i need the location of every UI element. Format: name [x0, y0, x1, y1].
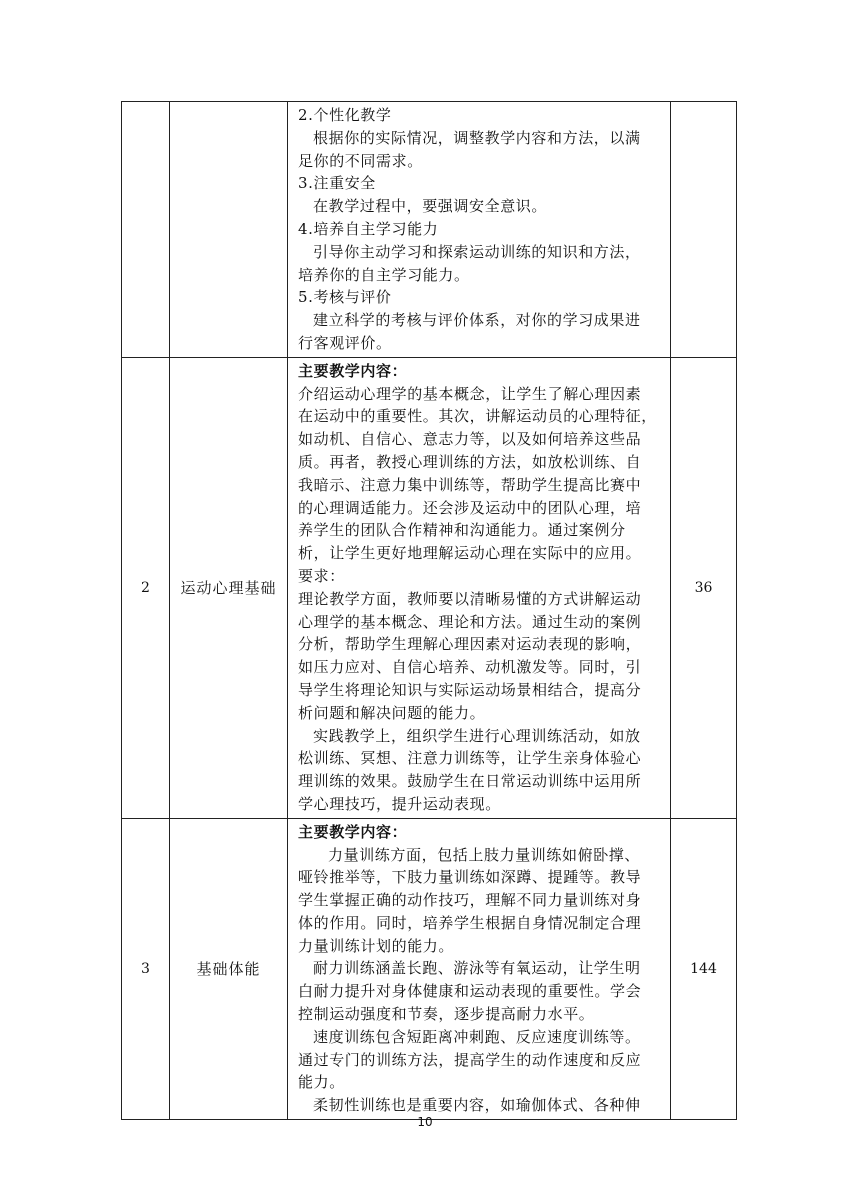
course-table	[121, 101, 737, 1120]
content-line: 力量训练计划的能力。	[298, 936, 455, 955]
course-name-cell: 基础体能	[170, 818, 288, 1119]
row-number-cell: 3	[122, 818, 170, 1119]
course-name-cell: 运动心理基础	[170, 357, 288, 818]
content-line: 控制运动强度和节奏，逐步提高耐力水平。	[298, 1005, 595, 1024]
content-line: 质。再者，教授心理训练的方法，如放松训练、自	[298, 452, 642, 471]
content-line: 耐力训练涵盖长跑、游泳等有氧运动，让学生明	[313, 959, 641, 978]
content-line: 哑铃推举等，下肢力量训练如深蹲、提踵等。教导	[298, 868, 642, 887]
content-line: 我暗示、注意力集中训练等，帮助学生提高比赛中	[298, 475, 642, 494]
content-line: 体的作用。同时，培养学生根据自身情况制定合理	[298, 913, 642, 932]
hours-cell: 36	[671, 357, 737, 818]
content-line: 行客观评价。	[298, 333, 392, 352]
table-row	[122, 357, 737, 818]
requirements-heading: 要求：	[298, 566, 345, 585]
content-line: 分析，帮助学生理解心理因素对运动表现的影响，	[298, 635, 642, 654]
content-line: 理论教学方面，教师要以清晰易懂的方式讲解运动	[298, 589, 642, 608]
row-number-cell	[122, 102, 170, 358]
content-heading: 主要教学内容：	[298, 361, 408, 380]
content-cell	[288, 102, 671, 358]
content-line: 白耐力提升对身体健康和运动表现的重要性。学会	[298, 982, 642, 1001]
content-line: 足你的不同需求。	[298, 151, 423, 170]
content-line: 在运动中的重要性。其次，讲解运动员的心理特征，	[298, 407, 657, 426]
content-line: 速度训练包含短距离冲刺跑、反应速度训练等。	[313, 1027, 641, 1046]
content-line: 引导你主动学习和探索运动训练的知识和方法，	[313, 242, 641, 261]
content-line: 实践教学上，组织学生进行心理训练活动，如放	[313, 726, 641, 745]
content-line: 建立科学的考核与评价体系，对你的学习成果进	[313, 311, 641, 330]
content-line: 柔韧性训练也是重要内容，如瑜伽体式、各种伸	[313, 1096, 641, 1115]
table-row	[122, 102, 737, 358]
content-line: 能力。	[298, 1073, 345, 1092]
content-line: 养学生的团队合作精神和沟通能力。通过案例分	[298, 521, 626, 540]
section-heading: 4.培养自主学习能力	[298, 219, 439, 238]
content-line: 如动机、自信心、意志力等，以及如何培养这些品	[298, 430, 642, 449]
content-line: 学心理技巧，提升运动表现。	[298, 794, 501, 813]
content-line: 在教学过程中，要强调安全意识。	[313, 197, 548, 216]
content-line: 力量训练方面，包括上肢力量训练如俯卧撑、	[328, 845, 641, 864]
content-cell	[288, 357, 671, 818]
content-line: 析，让学生更好地理解运动心理在实际中的应用。	[298, 544, 642, 563]
content-line: 心理学的基本概念、理论和方法。通过生动的案例	[298, 612, 642, 631]
section-heading: 2.个性化教学	[298, 106, 392, 124]
content-line: 通过专门的训练方法，提高学生的动作速度和反应	[298, 1050, 642, 1069]
section-heading: 3.注重安全	[298, 174, 376, 193]
content-line: 学生掌握正确的动作技巧，理解不同力量训练对身	[298, 891, 642, 910]
content-line: 理训练的效果。鼓励学生在日常运动训练中运用所	[298, 772, 642, 791]
section-heading: 5.考核与评价	[298, 288, 392, 307]
content-heading: 主要教学内容：	[298, 822, 408, 841]
row-number-cell: 2	[122, 357, 170, 818]
content-cell	[288, 818, 671, 1119]
content-line: 的心理调适能力。还会涉及运动中的团队心理，培	[298, 498, 642, 517]
content-line: 析问题和解决问题的能力。	[298, 703, 486, 722]
content-line: 介绍运动心理学的基本概念，让学生了解心理因素	[298, 384, 642, 403]
table-row	[122, 818, 737, 1119]
content-line: 如压力应对、自信心培养、动机激发等。同时，引	[298, 658, 642, 677]
hours-cell: 144	[671, 818, 737, 1119]
content-line: 导学生将理论知识与实际运动场景相结合，提高分	[298, 680, 642, 699]
content-line: 培养你的自主学习能力。	[298, 265, 470, 284]
course-name-cell	[170, 102, 288, 358]
content-line: 松训练、冥想、注意力训练等，让学生亲身体验心	[298, 749, 642, 768]
content-line: 根据你的实际情况，调整教学内容和方法，以满	[313, 128, 641, 147]
page-number: 10	[417, 1115, 433, 1129]
hours-cell	[671, 102, 737, 358]
